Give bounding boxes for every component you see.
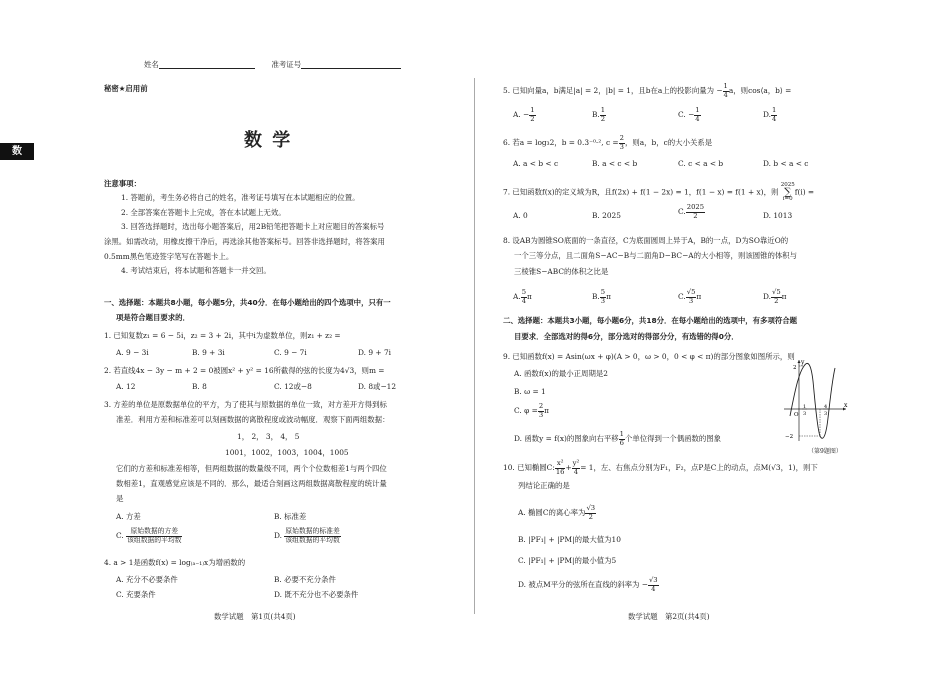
q4-option-d: D. 既不充分也不必要条件 — [274, 590, 359, 599]
section-heading: 一、选择题：本题共8小题，每小题5分，共40分．在每小题给出的四个选项中，只有一 — [104, 298, 391, 307]
question-3-line: 数相差1，直观感觉应该是不同的．那么，最适合刻画这两组数据离散程度的统计量 — [116, 479, 387, 488]
question-7 — [503, 183, 814, 202]
question-8: 8. 设AB为圆锥SO底面的一条直径，C为底面圆周上异于A，B的一点，D为SO靠近O的 — [503, 236, 789, 245]
name-field — [144, 60, 401, 69]
q8-option-a — [513, 289, 532, 305]
x1-denominator: 3 — [803, 411, 807, 417]
q2-option-a: A. 12 — [116, 382, 136, 391]
x2-denominator: 3 — [824, 411, 828, 417]
numerator: √5 — [686, 288, 696, 296]
section-heading: 二、选择题：本题共3小题，每小题6分，共18分．在每小题给出的选项中，有多项符合题 — [503, 316, 798, 325]
numerator: 1 — [600, 106, 606, 114]
origin-label: O — [794, 412, 799, 418]
pi: π — [527, 292, 532, 301]
q10-stem: 10. 已知椭圆C: — [503, 463, 555, 472]
q7-option-d: D. 1013 — [763, 211, 793, 220]
denominator: 3 — [619, 142, 624, 151]
numerator: 2025 — [686, 203, 705, 211]
option-text: A. 椭圆C的离心率为 — [518, 508, 586, 517]
page-title: 数 学 — [244, 130, 293, 151]
q4-option-a: A. 充分不必要条件 — [116, 575, 178, 584]
option-text: D. 被点M平分的弦所在直线的斜率为 − — [518, 580, 648, 589]
pi: π — [544, 406, 549, 415]
option-label: C. − — [678, 110, 695, 119]
tick-2: 2 — [793, 365, 797, 371]
option-label: C. — [678, 292, 686, 301]
q5-stem-end: a，则cos⟨a，b⟩ = — [728, 86, 792, 95]
option-label: C. — [678, 207, 686, 216]
q9-sine-graph — [782, 356, 852, 444]
numerator: 1 — [723, 82, 728, 90]
x-label: x — [844, 402, 848, 409]
q5-stem: 5. 已知向量a，b满足|a| = 2，|b| = 1，且b在a上的投影向量为 − — [503, 86, 723, 95]
q3-option-a: A. 方差 — [116, 512, 141, 521]
figure-caption: （第9题图） — [808, 448, 842, 455]
secret-mark: 秘密★启用前 — [104, 84, 148, 93]
notes-heading: 注意事项： — [104, 179, 141, 188]
question-8-line: 三棱锥S−ABC的体积之比是 — [514, 267, 609, 276]
question-5 — [503, 83, 791, 99]
exam-no-blank — [301, 60, 401, 69]
name-blank — [159, 60, 255, 69]
q3-option-c — [116, 528, 182, 544]
q10-option-a — [518, 505, 596, 521]
fraction — [686, 289, 697, 305]
fraction — [529, 107, 535, 123]
denominator: 16 — [555, 467, 565, 476]
q9-option-b: B. ω = 1 — [514, 387, 546, 396]
note-item: 1. 答题前，考生务必将自己的姓名，准考证号填写在本试题相应的位置。 — [121, 193, 360, 202]
denominator: 4 — [651, 584, 656, 593]
q1-option-a: A. 9 − 3i — [116, 348, 149, 357]
denominator: 4 — [772, 114, 777, 123]
page-footer: 数学试题 第1页(共4页) — [214, 612, 296, 621]
denominator: 4 — [695, 114, 700, 123]
fraction — [648, 577, 659, 593]
fraction — [284, 528, 340, 544]
q3-data-2: 1001，1002，1003，1004，1005 — [225, 448, 349, 457]
q1-option-c: C. 9 − 7i — [274, 348, 307, 357]
sine-curve — [790, 363, 835, 438]
question-3-line: 它们的方差和标准差相等，但两组数据的数量级不同，两个个位数相差1与两个四位 — [116, 464, 387, 473]
q10-option-b: B. |PF₁| + |PM|的最大值为10 — [518, 535, 621, 544]
q9-option-c — [514, 403, 549, 419]
plus: + — [565, 463, 572, 472]
q3-option-b: B. 标准差 — [274, 512, 307, 521]
numerator: 1 — [530, 106, 535, 114]
denominator: 3 — [538, 410, 544, 419]
question-1: 1. 已知复数z₁ = 6 − 5i，z₂ = 3 + 2i，其中i为虚数单位，则z₁ + z₂ = — [104, 331, 341, 340]
q8-option-d — [763, 289, 787, 305]
numerator: 原始数据的标准差 — [285, 527, 340, 535]
subject-tab: 数 — [0, 143, 34, 160]
fraction — [126, 528, 182, 544]
denominator: 2 — [600, 114, 606, 123]
q5-option-b — [592, 107, 606, 123]
question-3-line: 是 — [116, 494, 124, 503]
q5-option-d — [763, 107, 777, 123]
pi: π — [696, 292, 702, 301]
pi: π — [606, 292, 611, 301]
fraction — [600, 107, 606, 123]
option-label: B. — [592, 110, 600, 119]
q5-option-a — [513, 107, 536, 123]
sum-lower: i=0 — [782, 196, 793, 202]
q6-option-d: D. b < a < c — [763, 159, 809, 168]
fraction — [572, 460, 581, 476]
page-footer: 数学试题 第2页(共4页) — [628, 612, 710, 621]
q10-option-c: C. |PF₁| + |PM|的最小值为5 — [518, 556, 617, 565]
fraction — [694, 107, 700, 123]
denominator: 4 — [723, 90, 728, 99]
page-divider — [474, 78, 475, 614]
question-4: 4. a > 1是函数f(x) = log₍ₐ₋₁₎x为增函数的 — [104, 558, 246, 567]
numerator: √3 — [586, 504, 596, 512]
option-text: 个单位得到一个偶函数的图象 — [624, 434, 722, 443]
question-10 — [503, 460, 818, 476]
fraction — [686, 204, 705, 220]
q6-stem: 6. 若a = log₃2，b = 0.3⁻⁰·², c = — [503, 138, 619, 147]
numerator: √5 — [772, 288, 781, 296]
option-label: B. — [592, 292, 600, 301]
denominator: 2 — [693, 211, 698, 220]
fraction — [771, 289, 782, 305]
numerator: 1 — [695, 106, 700, 114]
numerator: 5 — [521, 288, 527, 296]
denominator: 该组数据的平均数 — [127, 535, 182, 544]
q7-option-c — [678, 204, 705, 220]
numerator: 原始数据的方差 — [126, 528, 182, 537]
numerator: 2 — [538, 402, 544, 410]
q1-option-d: D. 9 + 7i — [358, 348, 392, 357]
q8-option-b — [592, 289, 611, 305]
q9-option-a: A. 函数f(x)的最小正周期是2 — [514, 369, 608, 378]
q6-option-b: B. a < c < b — [592, 159, 638, 168]
sum-symbol — [781, 183, 795, 202]
numerator: 1 — [619, 430, 624, 438]
fraction — [585, 505, 596, 521]
q4-option-c: C. 充要条件 — [116, 590, 156, 599]
denominator: 2 — [530, 114, 535, 123]
q7-stem-end: f(i) = — [794, 187, 815, 197]
option-label: A. — [513, 292, 521, 301]
question-6 — [503, 135, 712, 151]
q7-option-b: B. 2025 — [592, 211, 621, 220]
y-label: y — [801, 359, 805, 366]
tick-minus-2: −2 — [785, 434, 794, 440]
option-label: A. − — [513, 110, 530, 119]
sigma: ∑ — [784, 187, 792, 198]
sum-upper: 2025 — [780, 182, 795, 188]
fraction — [771, 107, 777, 123]
denominator: 2 — [774, 296, 779, 305]
option-label: D. — [763, 110, 772, 119]
numerator: 2 — [619, 134, 624, 142]
section-heading: 项是符合题目要求的． — [116, 313, 190, 322]
q9-option-d — [514, 431, 721, 447]
q3-data-1: 1， 2， 3， 4， 5 — [237, 432, 300, 441]
note-item: 2. 全部答案在答题卡上完成，答在本试题上无效。 — [121, 208, 286, 217]
denominator: 4 — [521, 296, 527, 305]
q7-option-a: A. 0 — [513, 211, 528, 220]
q2-option-b: B. 8 — [192, 382, 207, 391]
numerator: √3 — [648, 576, 658, 584]
numerator: 1 — [772, 106, 777, 114]
note-item: 涂黑。如需改动，用橡皮擦干净后，再选涂其他答案标号。回答非选择题时，将答案用 — [104, 237, 385, 246]
name-label: 姓名 — [144, 60, 159, 69]
pi: π — [781, 292, 787, 301]
option-label: D. 函数y = f(x)的图象向右平移 — [514, 434, 619, 443]
option-label: D. — [274, 531, 283, 540]
denominator: 2 — [588, 512, 593, 521]
question-9: 9. 已知函数f(x) = Asin(ωx + φ)(A > 0，ω > 0，0 < φ < π)的部分图象如图所示，则 — [503, 352, 795, 361]
q4-option-b: B. 必要不充分条件 — [274, 575, 336, 584]
exam-no-label: 准考证号 — [271, 60, 302, 69]
numerator: x² — [555, 460, 566, 469]
x1-numerator: 1 — [803, 404, 807, 410]
question-8-line: 一个三等分点，且二面角S−AC−B与二面角D−BC−A的大小相等，则该圆锥的体积与 — [514, 251, 798, 260]
question-3-line: 准差．利用方差和标准差可以刻画数据的离散程度或波动幅度．观察下面两组数据： — [116, 415, 390, 424]
denominator: 4 — [573, 467, 579, 476]
q10-option-d — [518, 577, 659, 593]
q6-option-a: A. a < b < c — [513, 159, 559, 168]
q6-option-c: C. c < a < b — [678, 159, 724, 168]
question-2: 2. 若直线4x − 3y − m + 2 = 0被圆x² + y² = 16所截得的弦的长度为4√3，则m = — [104, 366, 385, 375]
option-label: C. φ = — [514, 406, 538, 415]
q10-stem-end: = 1，左、右焦点分别为F₁，F₂，点P是C上的动点，点M(√3，1)，则下 — [580, 463, 818, 472]
x2-numerator: 4 — [824, 404, 828, 410]
option-label: D. — [763, 292, 772, 301]
q1-option-b: B. 9 + 3i — [192, 348, 225, 357]
q6-stem-end: ，则a，b，c的大小关系是 — [624, 138, 713, 147]
q2-option-d: D. 8或−12 — [358, 382, 397, 391]
question-10-line: 列结论正确的是 — [518, 481, 570, 490]
note-item: 0.5mm黑色笔迹签字笔写在答题卡上。 — [104, 252, 234, 261]
numerator: y² — [572, 459, 580, 467]
option-label: C. — [116, 531, 124, 540]
q5-option-c — [678, 107, 701, 123]
fraction — [555, 460, 566, 476]
numerator: 5 — [600, 288, 606, 296]
denominator: 该组数据的平均数 — [285, 535, 340, 544]
denominator: 3 — [600, 296, 606, 305]
denominator: 3 — [688, 296, 694, 305]
question-3: 3. 方差的单位是原数据单位的平方，为了使其与原数据的单位一致，对方差开方得到标 — [104, 400, 387, 409]
q3-option-d — [274, 528, 341, 544]
q2-option-c: C. 12或−8 — [274, 382, 312, 391]
note-item: 4. 考试结束后，将本试题和答题卡一并交回。 — [121, 266, 271, 275]
denominator: 6 — [619, 438, 624, 447]
note-item: 3. 回答选择题时，选出每小题答案后，用2B铅笔把答题卡上对应题目的答案标号 — [121, 222, 385, 231]
section-heading: 目要求．全部选对的得6分，部分选对的得部分分，有选错的得0分． — [514, 332, 739, 341]
q8-option-c — [678, 289, 701, 305]
q7-stem: 7. 已知函数f(x)的定义域为R，且f(2x) + f(1 − 2x) = 1，f(1 − x) = f(1 + x)，则 — [503, 187, 779, 197]
